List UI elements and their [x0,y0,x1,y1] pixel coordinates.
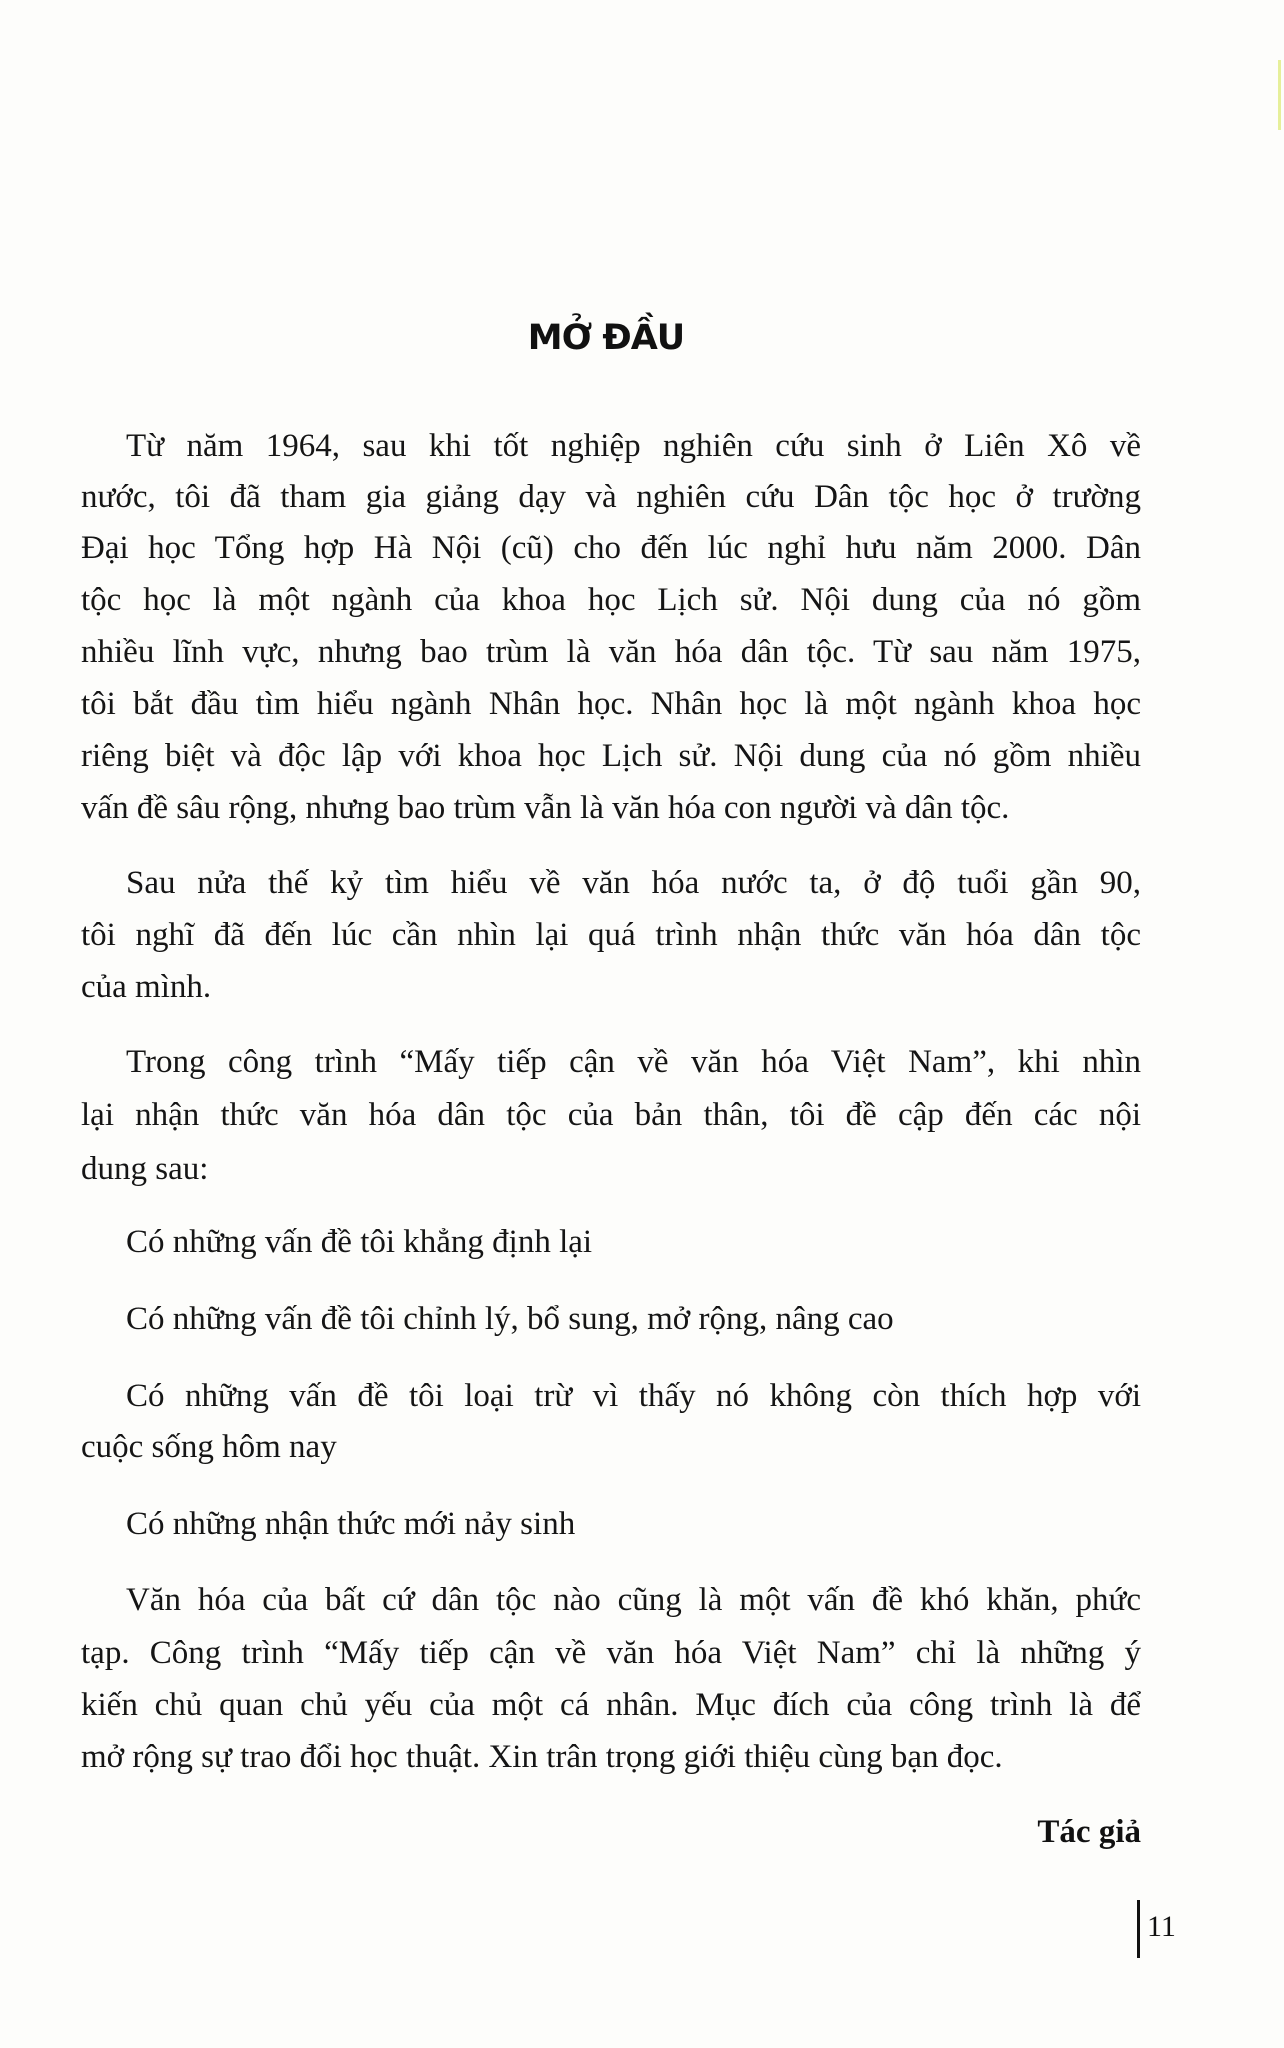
page-edge-mark [1278,60,1281,130]
text-line: dung sau: [81,1151,209,1187]
author-signature: Tác giả [1037,1814,1141,1850]
text-line: nhiều lĩnh vực, nhưng bao trùm là văn hóa dân tộc. Từ sau năm 1975, [81,634,1141,670]
text-line: kiến chủ quan chủ yếu của một cá nhân. Mục đích của công trình là để [81,1687,1141,1723]
text-line: Có những vấn đề tôi khẳng định lại [126,1224,593,1260]
text-line: Có những nhận thức mới nảy sinh [126,1506,576,1542]
text-line: cuộc sống hôm nay [81,1429,337,1465]
text-line: nước, tôi đã tham gia giảng dạy và nghiên cứu Dân tộc học ở trường [81,479,1141,515]
text-line: của mình. [81,969,212,1005]
text-line: tôi bắt đầu tìm hiểu ngành Nhân học. Nhân học là một ngành khoa học [81,686,1141,722]
chapter-title: MỞ ĐẦU [527,318,685,358]
text-line: vấn đề sâu rộng, nhưng bao trùm vẫn là văn hóa con người và dân tộc. [81,790,1010,826]
text-line: tôi nghĩ đã đến lúc cần nhìn lại quá trình nhận thức văn hóa dân tộc [81,917,1141,953]
text-line: Trong công trình “Mấy tiếp cận về văn hóa Việt Nam”, khi nhìn [126,1044,1141,1080]
text-line: Từ năm 1964, sau khi tốt nghiệp nghiên cứu sinh ở Liên Xô về [126,428,1141,464]
text-line: mở rộng sự trao đổi học thuật. Xin trân trọng giới thiệu cùng bạn đọc. [81,1739,1003,1775]
text-line: Có những vấn đề tôi loại trừ vì thấy nó không còn thích hợp với [126,1378,1141,1414]
text-line: Đại học Tổng hợp Hà Nội (cũ) cho đến lúc nghỉ hưu năm 2000. Dân [81,530,1141,566]
text-line: Sau nửa thế kỷ tìm hiểu về văn hóa nước ta, ở độ tuổi gần 90, [126,865,1141,901]
text-line: Có những vấn đề tôi chỉnh lý, bổ sung, mở rộng, nâng cao [126,1301,894,1337]
text-line: riêng biệt và độc lập với khoa học Lịch sử. Nội dung của nó gồm nhiều [81,738,1141,774]
text-line: tạp. Công trình “Mấy tiếp cận về văn hóa Việt Nam” chỉ là những ý [81,1635,1141,1671]
page-number-bar [1137,1900,1140,1958]
text-line: tộc học là một ngành của khoa học Lịch sử. Nội dung của nó gồm [81,582,1141,618]
text-line: lại nhận thức văn hóa dân tộc của bản thân, tôi đề cập đến các nội [81,1097,1141,1133]
text-line: Văn hóa của bất cứ dân tộc nào cũng là một vấn đề khó khăn, phức [126,1582,1141,1618]
page-number: 11 [1147,1910,1176,1943]
